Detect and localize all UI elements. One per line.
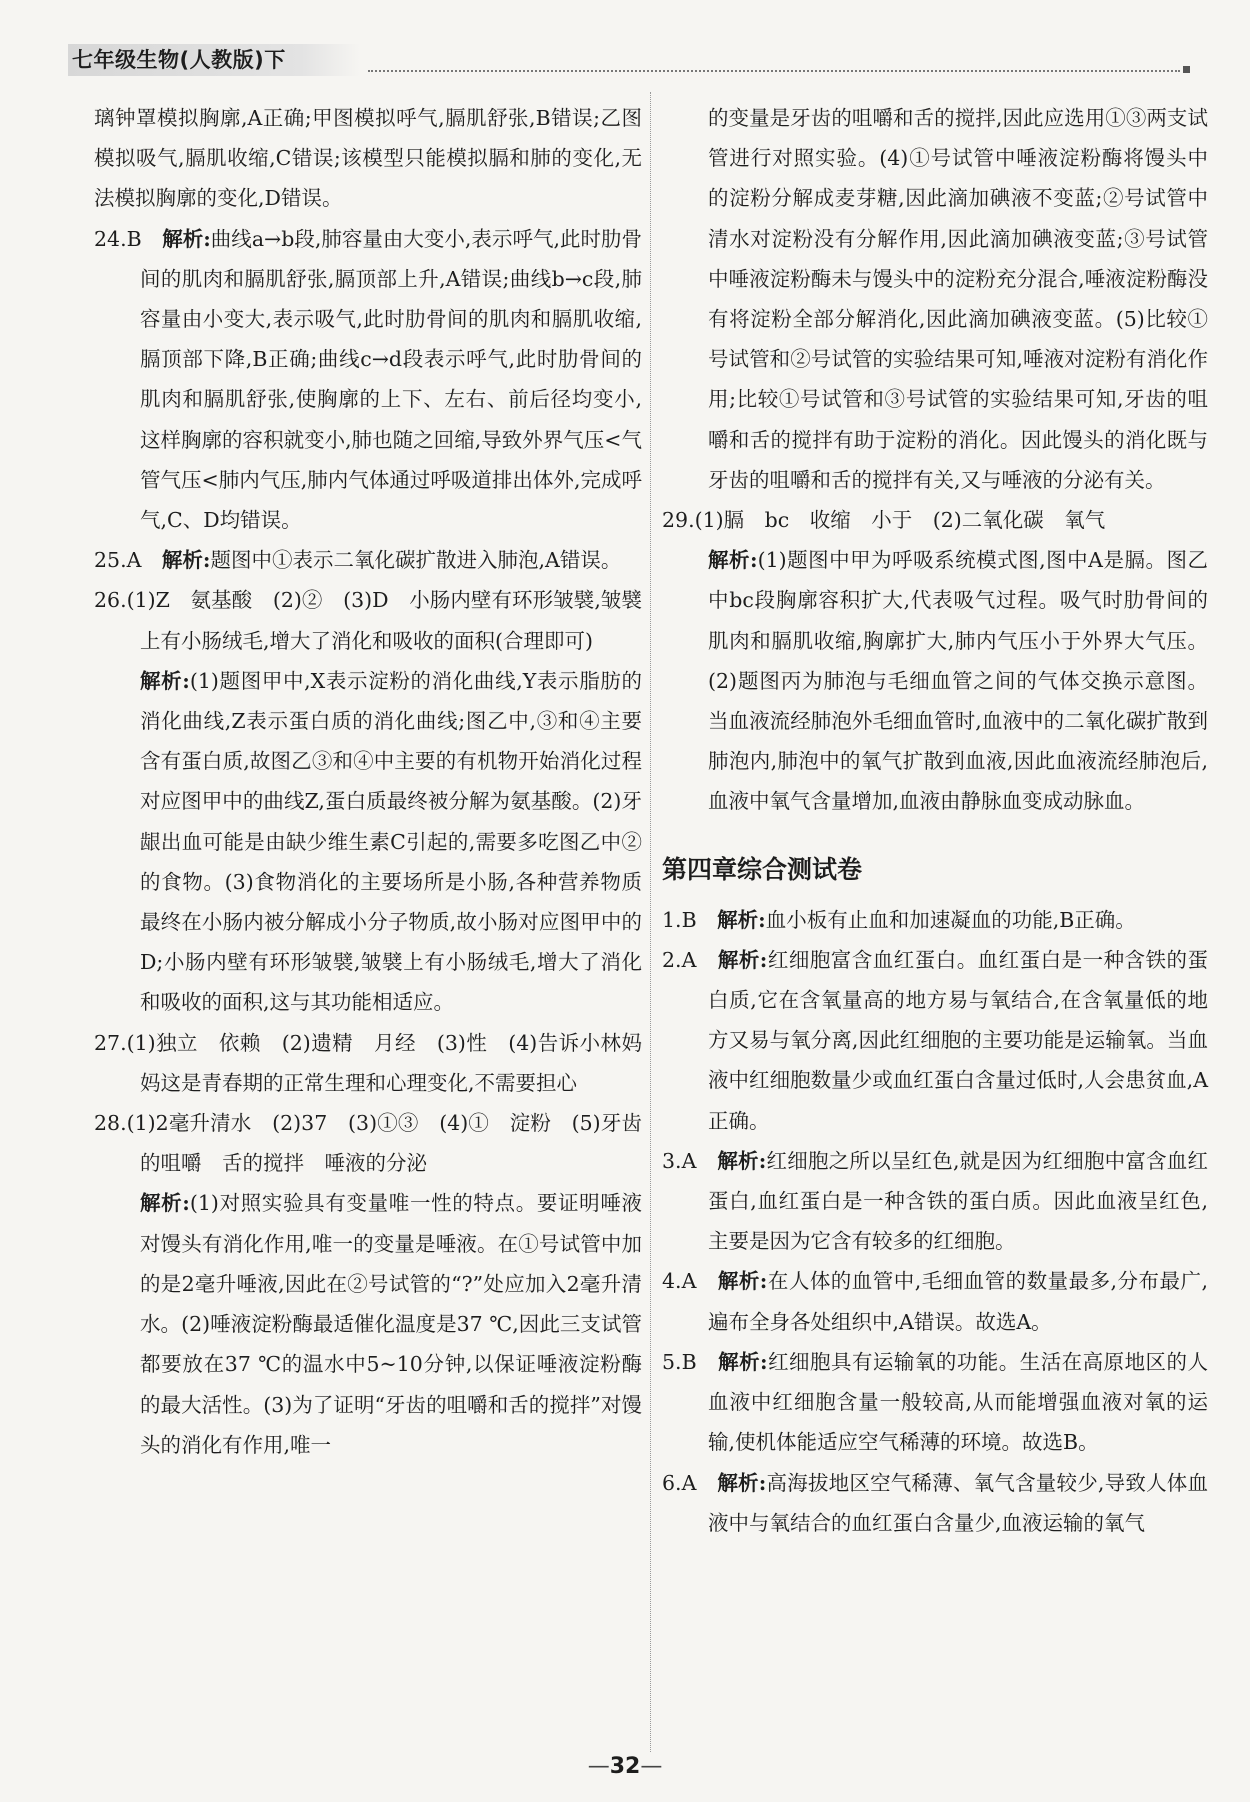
- answer-text: A: [681, 1470, 697, 1495]
- answer-entry-4: [662, 1261, 1208, 1341]
- analysis-label: 解析:: [140, 1191, 190, 1216]
- answer-entry-29: [662, 500, 1208, 540]
- continuation-paragraph: 璃钟罩模拟胸廓,A正确;甲图模拟呼气,膈肌舒张,B错误;乙图模拟吸气,膈肌收缩,C错误;该模型只能模拟膈和肺的变化,无法模拟胸廓的变化,D错误。: [94, 106, 642, 211]
- answer-entry-24: [94, 219, 642, 541]
- question-number: 2.: [662, 947, 682, 972]
- header-title: 七年级生物(人教版)下: [68, 44, 360, 76]
- analysis-text: (1)题图甲中,X表示淀粉的消化曲线,Y表示脂肪的消化曲线,Z表示蛋白质的消化曲线;图乙中,③和④主要含有蛋白质,故图乙③和④中主要的有机物开始消化过程对应图甲中的曲线Z,蛋白质最终被分解为氨基酸。(2)牙龈出血可能是由缺少维生素C引起的,需要多吃图乙中②的食物。(3)食物消化的主要场所是小肠,各种营养物质最终在小肠内被分解成小分子物质,故小肠对应图甲中的D;小肠内壁有环形皱襞,皱襞上有小肠绒毛,增大了消化和吸收的面积,这与其功能相适应。: [140, 668, 642, 1015]
- page-number: —32—: [587, 1754, 663, 1779]
- answer-text: A: [681, 947, 697, 972]
- left-column: [94, 98, 642, 1465]
- answer-text: B: [681, 1349, 697, 1374]
- analysis-text: (1)对照实验具有变量唯一性的特点。要证明唾液对馒头有消化作用,唯一的变量是唾液。在①号试管中加的是2毫升唾液,因此在②号试管的“?”处应加入2毫升清水。(2)唾液淀粉酶最适催化温度是37 ℃,因此三支试管都要放在37 ℃的温水中5~10分钟,以保证唾液淀粉酶的最大活性。(3)为了证明“牙齿的咀嚼和舌的搅拌”对馒头的消化有作用,唯一: [140, 1191, 642, 1457]
- analysis-label: 解析:: [140, 668, 190, 693]
- question-number: 29.: [662, 508, 695, 533]
- analysis-label: 解析:: [708, 548, 758, 573]
- analysis-text: 曲线a→b段,肺容量由大变小,表示呼气,此时肋骨间的肌肉和膈肌舒张,膈顶部上升,A错误;曲线b→c段,肺容量由小变大,表示吸气,此时肋骨间的肌肉和膈肌收缩,膈顶部下降,B正确;曲线c→d段表示呼气,此时肋骨间的肌肉和膈肌舒张,使胸廓的上下、左右、前后径均变小,这样胸廓的容积就变小,肺也随之回缩,导致外界气压<气管气压<肺内气压,肺内气体通过呼吸道排出体外,完成呼气,C、D均错误。: [140, 226, 642, 533]
- analysis-text: 红细胞具有运输氧的功能。生活在高原地区的人血液中红细胞含量一般较高,从而能增强血液对氧的运输,使机体能适应空气稀薄的环境。故选B。: [708, 1349, 1209, 1455]
- analysis-text: 在人体的血管中,毛细血管的数量最多,分布最广,遍布全身各处组织中,A错误。故选A。: [708, 1269, 1208, 1334]
- analysis-label: 解析:: [162, 226, 211, 251]
- answer-text: (1)Z 氨基酸 (2)② (3)D 小肠内壁有环形皱襞,皱襞上有小肠绒毛,增大了消化和吸收的面积(合理即可): [126, 588, 642, 653]
- answer-text: (1)2毫升清水 (2)37 (3)①③ (4)① 淀粉 (5)牙齿的咀嚼 舌的搅拌 唾液的分泌: [126, 1111, 642, 1176]
- analysis-label: 解析:: [717, 907, 766, 932]
- analysis-text: 高海拔地区空气稀薄、氧气含量较少,导致人体血液中与氧结合的血红蛋白含量少,血液运输的氧气: [708, 1470, 1209, 1535]
- answer-text: A: [681, 1148, 697, 1173]
- question-number: 1.: [662, 907, 682, 932]
- answer-entry-27: [94, 1023, 642, 1103]
- analysis-text: 红细胞之所以呈红色,就是因为红细胞中富含血红蛋白,血红蛋白是一种含铁的蛋白质。因此血液呈红色,主要是因为它含有较多的红细胞。: [708, 1148, 1209, 1254]
- question-number: 24.: [94, 226, 127, 251]
- answer-entry-2: [662, 940, 1208, 1141]
- question-number: 4.: [662, 1269, 682, 1294]
- analysis-label: 解析:: [717, 1148, 767, 1173]
- continuation-paragraph: 的变量是牙齿的咀嚼和舌的搅拌,因此应选用①③两支试管进行对照实验。(4)①号试管中唾液淀粉酶将馒头中的淀粉分解成麦芽糖,因此滴加碘液不变蓝;②号试管中清水对淀粉没有分解作用,因此滴加碘液变蓝;③号试管中唾液淀粉酶未与馒头中的淀粉充分混合,唾液淀粉酶没有将淀粉全部分解消化,因此滴加碘液变蓝。(5)比较①号试管和②号试管的实验结果可知,唾液对淀粉有消化作用;比较①号试管和③号试管的实验结果可知,牙齿的咀嚼和舌的搅拌有助于淀粉的消化。因此馒头的消化既与牙齿的咀嚼和舌的搅拌有关,又与唾液的分泌有关。: [708, 106, 1208, 492]
- analysis-label: 解析:: [717, 1269, 768, 1294]
- analysis-text: 题图中①表示二氧化碳扩散进入肺泡,A错误。: [210, 548, 622, 573]
- analysis-26: [94, 661, 642, 1023]
- header-square-icon: [1183, 66, 1190, 73]
- analysis-label: 解析:: [717, 947, 768, 972]
- section-title: 第四章综合测试卷: [662, 854, 863, 884]
- analysis-label: 解析:: [718, 1349, 768, 1374]
- page-header: [68, 44, 1190, 76]
- question-number: 25.: [94, 548, 127, 573]
- answer-text: (1)膈 bc 收缩 小于 (2)二氧化碳 氧气: [694, 508, 1106, 533]
- answer-entry-26: [94, 580, 642, 660]
- answer-entry-25: [94, 540, 642, 580]
- question-number: 5.: [662, 1349, 682, 1374]
- column-divider: [650, 92, 651, 1752]
- answer-entry-3: [662, 1141, 1208, 1262]
- analysis-text: 血小板有止血和加速凝血的功能,B正确。: [765, 907, 1136, 932]
- answer-text: (1)独立 依赖 (2)遗精 月经 (3)性 (4)告诉小林妈妈这是青春期的正常生理和心理变化,不需要担心: [126, 1030, 642, 1095]
- question-number: 6.: [662, 1470, 682, 1495]
- header-dotted-rule: [368, 70, 1180, 72]
- answer-entry-6: [662, 1463, 1208, 1543]
- analysis-label: 解析:: [161, 548, 211, 573]
- question-number: 27.: [94, 1030, 127, 1055]
- answer-text: B: [126, 226, 142, 251]
- answer-entry-5: [662, 1342, 1208, 1463]
- question-number: 26.: [94, 588, 127, 613]
- answer-entry-1: [662, 900, 1208, 940]
- answer-text: B: [681, 907, 697, 932]
- answer-text: A: [681, 1269, 697, 1294]
- analysis-text: 红细胞富含血红蛋白。血红蛋白是一种含铁的蛋白质,它在含氧量高的地方易与氧结合,在含氧量低的地方又易与氧分离,因此红细胞的主要功能是运输氧。当血液中红细胞数量少或血红蛋白含量过低时,人会患贫血,A正确。: [708, 947, 1208, 1133]
- question-number: 28.: [94, 1111, 127, 1136]
- answer-text: A: [126, 548, 142, 573]
- answer-entry-28: [94, 1103, 642, 1183]
- analysis-text: (1)题图中甲为呼吸系统模式图,图中A是膈。图乙中bc段胸廓容积扩大,代表吸气过程。吸气时肋骨间的肌肉和膈肌收缩,胸廓扩大,肺内气压小于外界大气压。(2)题图丙为肺泡与毛细血管之间的气体交换示意图。当血液流经肺泡外毛细血管时,血液中的二氧化碳扩散到肺泡内,肺泡中的氧气扩散到血液,因此血液流经肺泡后,血液中氧气含量增加,血液由静脉血变成动脉血。: [708, 548, 1208, 814]
- question-number: 3.: [662, 1148, 682, 1173]
- right-column: [662, 98, 1208, 1543]
- analysis-29: [662, 540, 1208, 821]
- analysis-label: 解析:: [717, 1470, 767, 1495]
- page-number-value: 32: [609, 1754, 641, 1779]
- analysis-28: [94, 1183, 642, 1464]
